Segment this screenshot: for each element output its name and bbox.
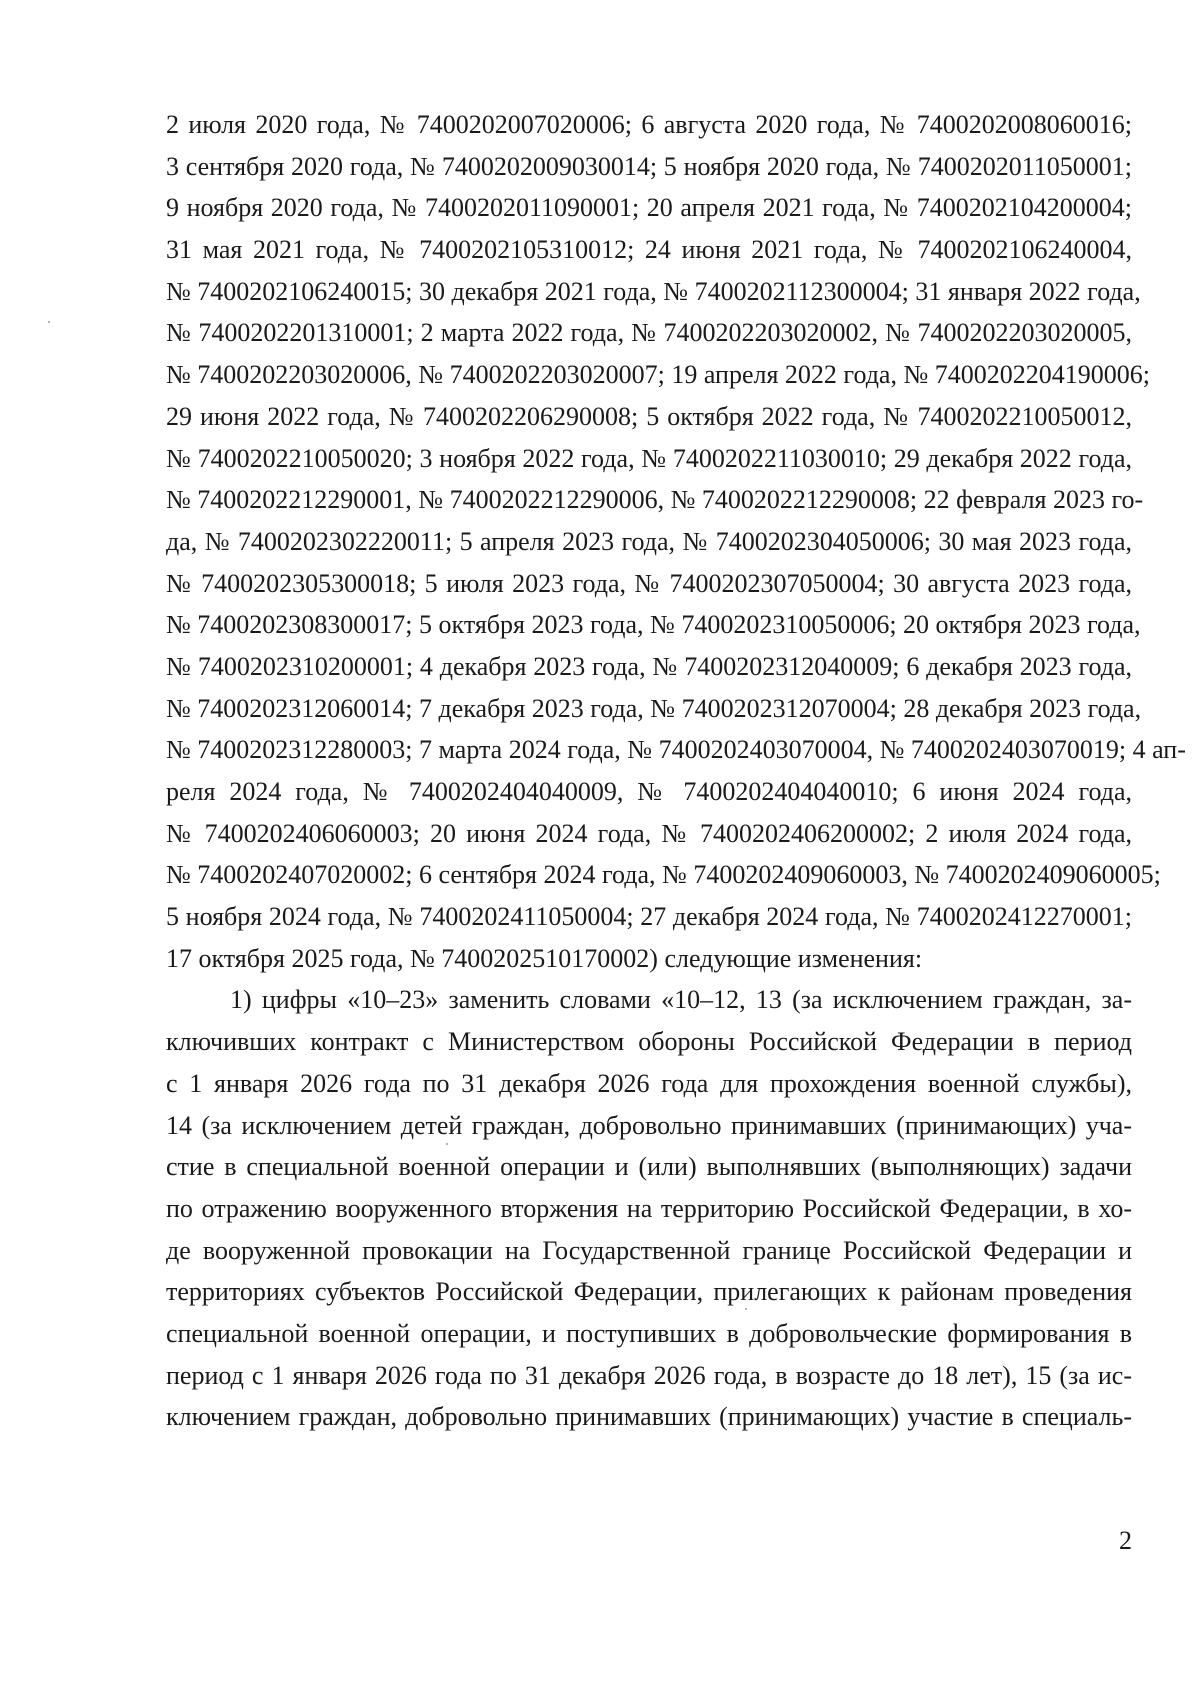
text-line: 31 мая 2021 года, № 7400202105310012; 24 июня 2021 года, № 7400202106240004, [166, 235, 1132, 265]
page-number: 2 [1119, 1526, 1132, 1555]
text-line: 29 июня 2022 года, № 7400202206290008; 5 октября 2022 года, № 7400202210050012, [166, 401, 1132, 431]
text-line: реля 2024 года, № 7400202404040009, № 7400202404040010; 6 июня 2024 года, [166, 777, 1132, 806]
text-line: № 7400202203020006, № 7400202203020007; 19 апреля 2022 года, № 7400202204190006; [166, 360, 1150, 390]
text-line: да, № 7400202302220011; 5 апреля 2023 года, № 7400202304050006; 30 мая 2023 года, [166, 526, 1132, 556]
text-line: 9 ноября 2020 года, № 7400202011090001; 20 апреля 2021 года, № 7400202104200004; [166, 193, 1132, 223]
text-line: период с 1 января 2026 года по 31 декабря 2026 года, в возрасте до 18 лет), 15 (за ис- [166, 1360, 1132, 1390]
scan-speck [745, 1308, 747, 1310]
text-line: № 7400202310200001; 4 декабря 2023 года, № 7400202312040009; 6 декабря 2023 года, [166, 651, 1132, 681]
document-body [166, 104, 1186, 1438]
text-line: № 7400202210050020; 3 ноября 2022 года, № 7400202211030010; 29 декабря 2022 года, [166, 443, 1132, 473]
text-line: № 7400202312060014; 7 декабря 2023 года, № 7400202312070004; 28 декабря 2023 года, [166, 693, 1142, 723]
text-line: 2 июля 2020 года, № 7400202007020006; 6 августа 2020 года, № 7400202008060016; [166, 110, 1132, 139]
text-line: № 7400202212290001, № 7400202212290006, № 7400202212290008; 22 февраля 2023 го- [166, 485, 1144, 515]
scan-speck [446, 1143, 448, 1145]
text-line: ключением граждан, добровольно принимавших (принимающих) участие в специаль- [166, 1402, 1132, 1432]
text-line: стие в специальной военной операции и (или) выполнявших (выполняющих) задачи [166, 1152, 1132, 1182]
text-line: 14 (за исключением детей граждан, добровольно принимавших (принимающих) уча- [166, 1110, 1132, 1140]
text-line: специальной военной операции, и поступивших в добровольческие формирования в [166, 1318, 1132, 1348]
text-line: № 7400202106240015; 30 декабря 2021 года, № 7400202112300004; 31 января 2022 года, [166, 276, 1141, 306]
text-line: де вооруженной провокации на Государственной границе Российской Федерации и [166, 1235, 1132, 1265]
text-line: ключивших контракт с Министерством обороны Российской Федерации в период [166, 1027, 1132, 1057]
text-line: № 7400202201310001; 2 марта 2022 года, № 7400202203020002, № 7400202203020005, [166, 318, 1132, 348]
text-line: по отражению вооруженного вторжения на территорию Российской Федерации, в хо- [166, 1193, 1132, 1223]
scan-speck [48, 321, 50, 323]
text-line: с 1 января 2026 года по 31 декабря 2026 года для прохождения военной службы), [166, 1068, 1132, 1098]
text-line: 1) цифры «10–23» заменить словами «10–12, 13 (за исключением граждан, за- [230, 985, 1132, 1015]
text-line: № 7400202312280003; 7 марта 2024 года, № 7400202403070004, № 7400202403070019; 4 ап- [166, 735, 1186, 765]
text-line: № 7400202407020002; 6 сентября 2024 года, № 7400202409060003, № 7400202409060005; [166, 860, 1161, 890]
text-line: 5 ноября 2024 года, № 7400202411050004; 27 декабря 2024 года, № 7400202412270001; [166, 902, 1132, 932]
text-line: № 7400202308300017; 5 октября 2023 года, № 7400202310050006; 20 октября 2023 года, [166, 610, 1141, 640]
text-line: 3 сентября 2020 года, № 7400202009030014; 5 ноября 2020 года, № 7400202011050001; [166, 151, 1132, 181]
text-line: № 7400202305300018; 5 июля 2023 года, № 7400202307050004; 30 августа 2023 года, [166, 568, 1132, 598]
text-line: № 7400202406060003; 20 июня 2024 года, № 7400202406200002; 2 июля 2024 года, [166, 818, 1132, 848]
text-line: 17 октября 2025 года, № 7400202510170002) следующие изменения: [166, 943, 923, 973]
text-line: территориях субъектов Российской Федерации, прилегающих к районам проведения [166, 1277, 1132, 1307]
